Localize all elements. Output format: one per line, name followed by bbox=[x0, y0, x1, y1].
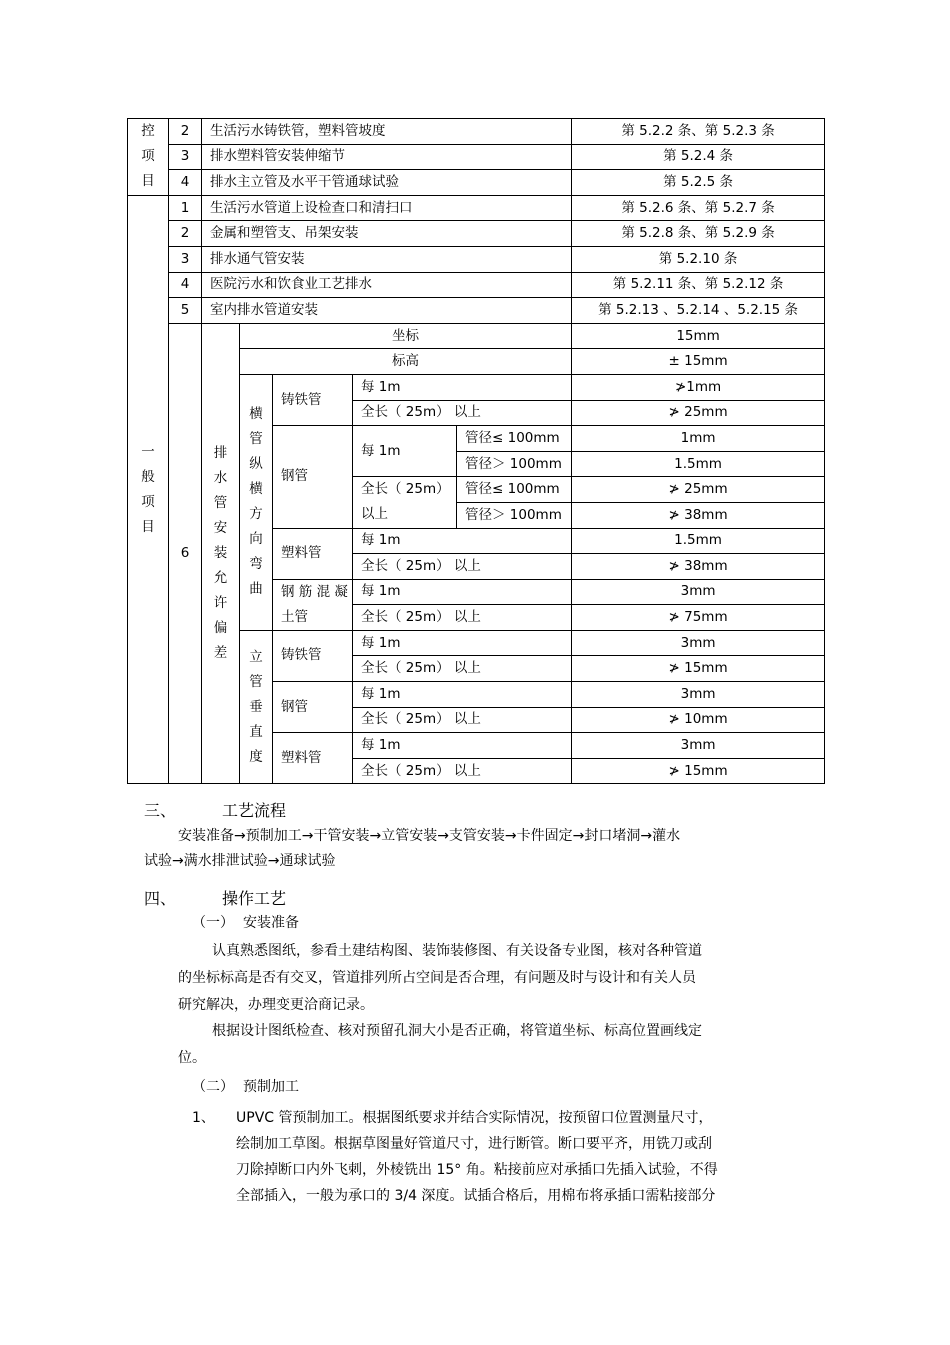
table-row: 管径＞ 100mm ≯ 38mm bbox=[128, 502, 825, 528]
table-row: 5 室内排水管道安装 第 5.2.13 、5.2.14 、5.2.15 条 bbox=[128, 298, 825, 324]
para2-line2: 位。 bbox=[178, 1050, 206, 1066]
section4-number: 四、 bbox=[144, 889, 177, 908]
table-row: 横 管 纵 横 方 向 弯 曲 铸铁管 每 1m ≯1mm bbox=[128, 374, 825, 400]
item1-line2: 绘制加工草图。根据草图量好管道尺寸，进行断管。断口要平齐，用铣刀或刮 bbox=[236, 1136, 712, 1152]
general-items-label: 一 般 项 目 bbox=[128, 195, 169, 784]
item1-line4: 全部插入，一般为承口的 3/4 深度。试插合格后，用棉布将承插口需粘接部分 bbox=[236, 1188, 716, 1204]
table-row: 全长（ 25m） 以上 ≯ 15mm bbox=[128, 758, 825, 784]
table-row: 立 管 垂 直 度 铸铁管 每 1m 3mm bbox=[128, 630, 825, 656]
item1-number: 1、 bbox=[192, 1110, 215, 1126]
table-row: 2 金属和塑管支、吊架安装 第 5.2.8 条、第 5.2.9 条 bbox=[128, 221, 825, 247]
vertical-plumb-label: 立 管 垂 直 度 bbox=[240, 630, 273, 784]
table-row: 3 排水塑料管安装伸缩节 第 5.2.4 条 bbox=[128, 144, 825, 170]
deviation-item-number: 6 bbox=[169, 323, 202, 784]
table-row: 6 排 水 管 安 装 允 许 偏 差 坐标 15mm bbox=[128, 323, 825, 349]
table-row: 全长（ 25m） 以上 ≯ 75mm bbox=[128, 605, 825, 631]
table-row: 全长（ 25m） 以上 ≯ 38mm bbox=[128, 554, 825, 580]
para1-line2: 的坐标标高是否有交叉，管道排列所占空间是否合理，有问题及时与设计和有关人员 bbox=[178, 970, 696, 986]
table-row: 管径＞ 100mm 1.5mm bbox=[128, 451, 825, 477]
sub2-number: （二） bbox=[192, 1079, 234, 1095]
table-row: 全长（ 25m） 以上 ≯ 10mm bbox=[128, 707, 825, 733]
table-row: 塑料管 每 1m 3mm bbox=[128, 733, 825, 759]
table-row: 4 医院污水和饮食业工艺排水 第 5.2.11 条、第 5.2.12 条 bbox=[128, 272, 825, 298]
item1-line3: 刀除掉断口内外飞刺，外棱铣出 15° 角。粘接前应对承插口先插入试验，不得 bbox=[236, 1162, 718, 1178]
table-row: 3 排水通气管安装 第 5.2.10 条 bbox=[128, 246, 825, 272]
item1-line1: UPVC 管预制加工。根据图纸要求并结合实际情况，按预留口位置测量尺寸， bbox=[236, 1110, 713, 1126]
section3-number: 三、 bbox=[144, 801, 177, 820]
table-row: 全长（ 25m） 以上 管径≤ 100mm ≯ 25mm bbox=[128, 477, 825, 503]
table-row: 控 项 目 2 生活污水铸铁管，塑料管坡度 第 5.2.2 条、第 5.2.3 条 bbox=[128, 119, 825, 145]
table-row: 一 般 项 目 1 生活污水管道上设检查口和清扫口 第 5.2.6 条、第 5.2.7 条 bbox=[128, 195, 825, 221]
sub1-number: （一） bbox=[192, 915, 234, 931]
table-row: 钢管 每 1m 3mm bbox=[128, 682, 825, 708]
table-row: 4 排水主立管及水平干管通球试验 第 5.2.5 条 bbox=[128, 170, 825, 196]
section3-line2: 试验→满水排泄试验→通球试验 bbox=[144, 853, 336, 869]
para2-line1: 根据设计图纸检查、核对预留孔洞大小是否正确，将管道坐标、标高位置画线定 bbox=[212, 1023, 702, 1039]
table-row: 标高 ± 15mm bbox=[128, 349, 825, 375]
section4-title: 操作工艺 bbox=[222, 889, 287, 908]
horizontal-bend-label: 横 管 纵 横 方 向 弯 曲 bbox=[240, 374, 273, 630]
deviation-label: 排 水 管 安 装 允 许 偏 差 bbox=[202, 323, 240, 784]
section3-line1: 安装准备→预制加工→干管安装→立管安装→支管安装→卡件固定→封口堵洞→灌水 bbox=[178, 828, 681, 844]
acceptance-table bbox=[127, 118, 825, 784]
para1-line1: 认真熟悉图纸，参看土建结构图、装饰装修图、有关设备专业图，核对各种管道 bbox=[212, 943, 702, 959]
sub2-title: 预制加工 bbox=[243, 1079, 299, 1095]
sub1-title: 安装准备 bbox=[243, 915, 299, 931]
main-control-label: 控 项 目 bbox=[128, 119, 169, 196]
table-row: 钢 筋 混 凝土管 每 1m 3mm bbox=[128, 579, 825, 605]
table-row: 钢管 每 1m 管径≤ 100mm 1mm bbox=[128, 426, 825, 452]
section3-title: 工艺流程 bbox=[222, 801, 287, 820]
table-row: 全长（ 25m） 以上 ≯ 15mm bbox=[128, 656, 825, 682]
table-row: 全长（ 25m） 以上 ≯ 25mm bbox=[128, 400, 825, 426]
para1-line3: 研究解决，办理变更洽商记录。 bbox=[178, 997, 374, 1013]
table-row: 塑料管 每 1m 1.5mm bbox=[128, 528, 825, 554]
